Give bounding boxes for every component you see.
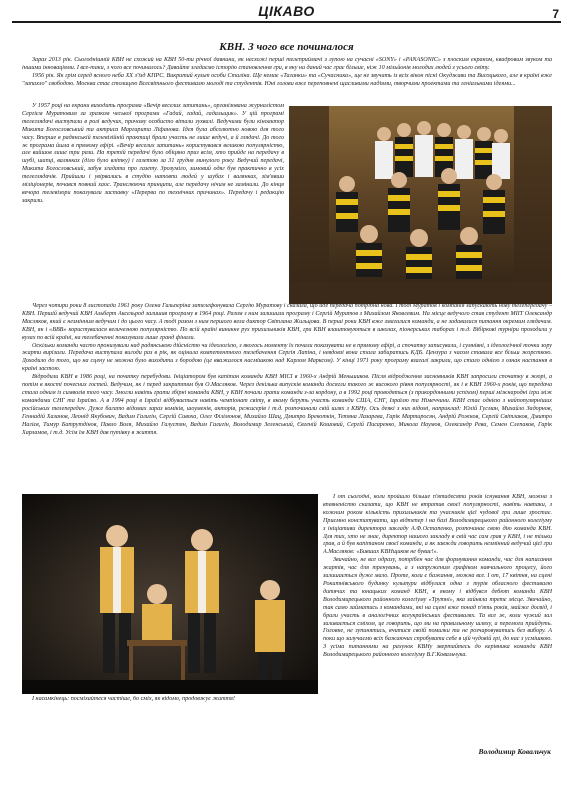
intro-paragraph: Зараз 2013 рік. Сьогоднішній КВН не схожий на КВН 50-ти річної давнини, як несхожі перші телеприймачі з лупою на сучасні «SONY» і «PANASONIC» з плоским екраном, квадровим звуком та іншими інноваціями. І все-таки, з чого все починалось? Давайте згадаємо історію становлення гри, в яку на даний час грає більше, ніж 10 мільйонів молодих людей з усього світу.: [22, 57, 552, 71]
page-number: 7: [552, 7, 559, 21]
paragraph-1956: 1956 рік. Як грім серед ясного неба XX з'їзд КПРС. Викритий культ особи Сталіна. Ще немає «Таганки» та «Сучасника», ще не звучать із всіх вікон пісні Окуджави та Висоцького, але в країні вже "запахло" свободою. Москва стає столицею Всесвітнього фестивалю молоді та студентів. Юні голови вже переповнені щасливими надіями, творчими проектами та геніальними ідеями...: [22, 72, 552, 87]
paragraph-1961: Через чотири роки 8 листопада 1961 року Олена Гальперіна зателефонувала Сергію Муратову і сказала, що йде передача потрібна нова. І тоді Муратов і компанія запускають нову телепередачу – КВН. Першій ведучий КВН Альберт Аксельрод залишив програму в 1964 році. Разом з ним залишили програму і Сергій Муратов з Михайлом Яковлевим. На місце ведучого став студент МІІТ Олександр Масляков, який є незмінним ведучим і до цього часу. А тоді разом з ним першого вела диктор Світлана Жильцова. В перші роки КВН вже змагалися команди, а не задавалися питання окремим глядачам. КВН, як і «ВВВ» користувалася величезною популярністю. По всій країні виникне рух прихильників КВН, гри КВН влаштовуються в школах, піонерських таборах і т.д. Вібіркові турніри проходили у вузах по всій країні, на телебаченні показували лише гранд фінали.: [22, 303, 552, 341]
wide-column: [22, 303, 552, 490]
paragraph-1957: У 1957 році на екрани виходить програма «Вечір веселих запитань», організована журналістом Сергієм Муратовим за зразком чеської програми «Гадай, гадай, гадальщик». У цій програмі телеглядачі виступали в ролі ведучих, причому особисто вітали зухвалі. Ведучими були кіноактор Микита Богословський та актриса Маргарита Ліфанова. Ідея була абсолютно новою для того часу. Вперше в радянській телевізійній практиці брали участь не лише ведучі, а й глядачі. До того ж програма йшла в прямому ефірі. «Вечір веселих запитань» користувався великою популярністю, але вийшов лише три рази. На третій передачі було обіцяно приз всім, хто прийде на передачу в шубі, шапці, валянках (діло було влітку) і газетою за 31 грудня минулого року. Ведучий передачі, Микита Богословський, забув згадати про газету. Зрозуміло, зимовий одяг був практично в усіх телеглядачів. Прийшли і увірвались в студію натовпи людей у шубах і валянках, зім'явши міліціонерів, почався повний хаос. Транслюючи принципи, але передачу нічим не замінили. До кінця вечора телевізори показували заставку «Перерва по технічних причинах». Передачу і редакцію закрили.: [22, 103, 284, 204]
team-group-photo: [289, 106, 552, 304]
section-heading: ЦІКАВО: [258, 3, 315, 19]
paragraph-team: Звичайно, не все одразу, потрібен час для формування команди, час для написання жартів, час для тренувань, а з напруженим графіком навчального процесу, його залишається дуже мало. Проте, коли є бажання, можна все. І от, 17 квітня, на сцені Рокитнівського будинку культури відбулася одна з турів обласного фестивалю дитячих та юнацьких команд КВН, в якому і відбувся дебют команди КВН Володимирецького районного колегіуму «Трутні», яка зайняла третє місце. Звичайно, так само займатись з командами, які на сцені вже понад п'ять років, майже досвід, і брали участь в аналогічних всеукраїнських фестивалях. Та все ж, коли чужий зал заливається сміхом, це говорить, що ми на правильному шляху, а перемоги прийдуть. Головне, не зупинятись, вчитися своїй помилки та не розчаровуватись без вибору. А поки що залучаємо всіх бажаючих спробувати себе в цій чудовій грі, до нас з усмішкою. З усіма питаннями на рахунок КВНу звертайтесь до керівника команди КВН Володимирецького районного колегіуму В.Г.Ковальчука.: [323, 557, 552, 659]
paragraph-ban: Оскільки команди часто пронизували над радянською дійсністю чи ідеологією, з якогось моменту їх почали показувати не в прямому ефірі, а спочатку записували, і сумнівні, з ідеологічної точки зору жарти вирізали. Передача виступала вигоди раз в рік, як оцінила компетентного телебачення Сергія Лапіна, і невдовзі вона стала забиратись КДБ. Цензура з часом ставала все більш жорсткою. Доходило до того, що на сцену не можна було виходити з бородою (це вважалося насмішкою над Карлом Марксом). У кінці 1971 року програму взагалі закрили, що стало однією з ознак настання в країні застою.: [22, 342, 552, 373]
right-column: [323, 494, 552, 694]
closing-paragraph: І насамкінець: посміхайтеся частіше, бо сміх, як відомо, продовжує життя!: [32, 696, 235, 702]
stage-performance-photo: [22, 494, 318, 694]
author-signature: Володимир Ковальчук: [478, 747, 551, 756]
header-divider: [12, 21, 561, 23]
paragraph-today: І от сьогодні, коли пройшло більше п'ятидесяти років існування КВН, можна з впевненістю сказати, що КВН не втратив своєї популярності, навіть навпаки, з кожним роком кількість прихильників та учасників цієї чудової гри лише зростає. Приємно констатувати, що відтепер і на базі Володимирецького районного колегіуму з ініціативи директора закладу А.Ф.Остапенко, розпочинає свою дію команда КВН. Для тих, хто не знає, директор нашого закладу в свій час сам грав у КВН, і не тільки грав, а й був капітаном своєї команди, а як завжди говорить незмінний ведучий цієї гри А.Масляков: «Бивших КВНщиков не буває!».: [323, 494, 552, 556]
closing-column: [22, 696, 552, 742]
article-title: КВН. З чого все починалося: [219, 41, 354, 53]
paragraph-1986: Відродили КВН в 1986 році, на початку перебудови. Ініціатором був капітан команди КВН МІСІ в 1960-х Андрій Меньшиков. Після відродження засновників КВН запросили спочатку в жюрі, а потім в якості почесних гостей. Ведучим, як і перед закриттям був О.Масляков. Через декілька випусків команди досягли такого ж високого рівня популярності, як і в КВН 1960-х років, що передача стала одним із символів того часу. Змогли навіть грати збірні команди КВН, у КВН почали грати команди з-за кордону, а в 1992 році проводяться (з прикордонними успіхом) перші міжнародні ігри між командами СНГ та Ізраїлю. А в 1994 році в Ізраїлі відбувається навіть чемпіонат світу, в якому беруть участь команди США, СНГ, Ізраїлю та Німеччини. КВН стає однією з найпопулярніших російських телепередач. Дуже багато відомих зараз коміків, шоуменів, акторів, режисерів і т.д. розпочинали свій шлях з КВНу. Ось деякі з них відомі, наприклад: Юлій Гусман, Михайло Задорнов, Геннадій Хазанов, Леонід Якубович, Вадим Галигін, Сергій Сивоха, Олег Філімонов, Михайло Шац, Дмитро Брекоткін, Тетяна Лазарева, Гарік Мартиросян, Андрій Рожков, Сергій Світлаков, Дмитро Нагієв, Тимур Батрутдінов, Павло Воля, Михайло Галустян, Вадим Галигін, Володимир Зеленський, Євгеній Кошовий, Сергій Писаренко, Микола Наумов, Олександр Рева, Семен Слепаков, Гарік Харламов, і т.д. Усім їм КВН дав путівку в життя.: [22, 374, 552, 436]
intro-column: [22, 57, 552, 103]
left-column: [22, 103, 284, 303]
